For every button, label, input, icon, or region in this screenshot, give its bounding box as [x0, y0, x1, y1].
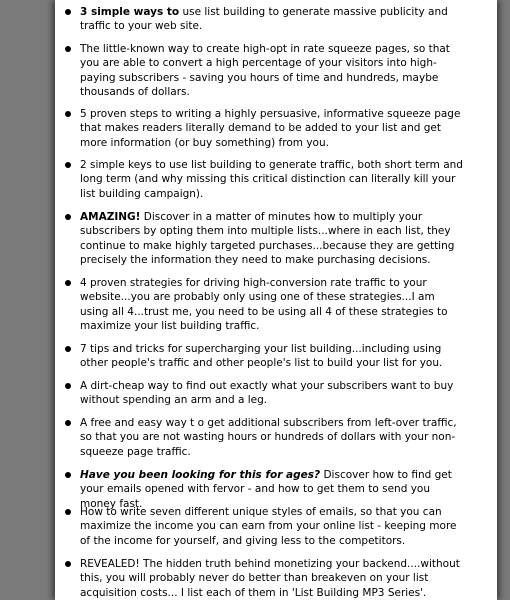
bullet-icon: [65, 561, 71, 567]
item-lead: AMAZING!: [80, 211, 141, 223]
item-body: Discover in a matter of minutes how to multiply your subscribers by opting them into multiple lists...where in each list, they continue to make highly targeted purchases...because they are getting precisely the information they need to make purchasing decisions.: [80, 211, 455, 266]
bullet-icon: [65, 280, 71, 286]
item-body: 5 proven steps to writing a highly persuasive, informative squeeze page that makes readers literally demand to be added to your list and get more information (or buy something) from you.: [80, 108, 461, 149]
bullet-icon: [65, 9, 71, 15]
item-body: use list building to generate massive publicity and traffic to your web site.: [80, 6, 448, 33]
item-body: The little-known way to create high-opt in rate squeeze pages, so that you are able to convert a high percentage of your visitors into high-paying subscribers - saving you hours of time and hundreds, maybe thousands of dollars.: [80, 43, 450, 98]
bullet-icon: [65, 162, 71, 168]
document-page: [55, 0, 497, 600]
item-body: Discover how to find get your emails opened with fervor - and how to get them to send you money fast.: [80, 469, 452, 510]
bullet-icon: [65, 214, 71, 220]
item-body: A dirt-cheap way to find out exactly what your subscribers want to buy without spending an arm and a leg.: [80, 380, 454, 407]
bullet-icon: [65, 509, 71, 515]
bullet-icon: [65, 111, 71, 117]
item-lead: 3 simple ways to: [80, 6, 180, 18]
item-body: 2 simple keys to use list building to generate traffic, both short term and long term (and why missing this critical distinction can literally kill your list building campaign).: [80, 159, 463, 200]
item-body: How to write seven different unique styles of emails, so that you can maximize the income you can earn from your online list - keeping more of the income for yourself, and giving less to the competitors.: [80, 506, 457, 547]
item-body: A free and easy way t o get additional subscribers from left-over traffic, so that you are not wasting hours or hundreds of dollars with your non-squeeze page traffic.: [80, 417, 457, 458]
item-lead: Have you been looking for this for ages?: [80, 469, 321, 481]
bullet-icon: [65, 46, 71, 52]
bullet-icon: [65, 420, 71, 426]
bullet-icon: [65, 472, 71, 478]
item-body: 7 tips and tricks for supercharging your list building...including using other people's traffic and other people's list to build your list for you.: [80, 343, 443, 370]
bullet-icon: [65, 346, 71, 352]
item-body: REVEALED! The hidden truth behind monetizing your backend....without this, you will probably never do better than breakeven on your list acquisition costs... I list each of them in 'List Building MP3 Series'.: [80, 558, 460, 599]
item-body: 4 proven strategies for driving high-conversion rate traffic to your website...you are probably only using one of these strategies...I am using all 4...trust me, you need to be using all 4 of these strategies to maximize your list building traffic.: [80, 277, 448, 332]
bullet-icon: [65, 383, 71, 389]
